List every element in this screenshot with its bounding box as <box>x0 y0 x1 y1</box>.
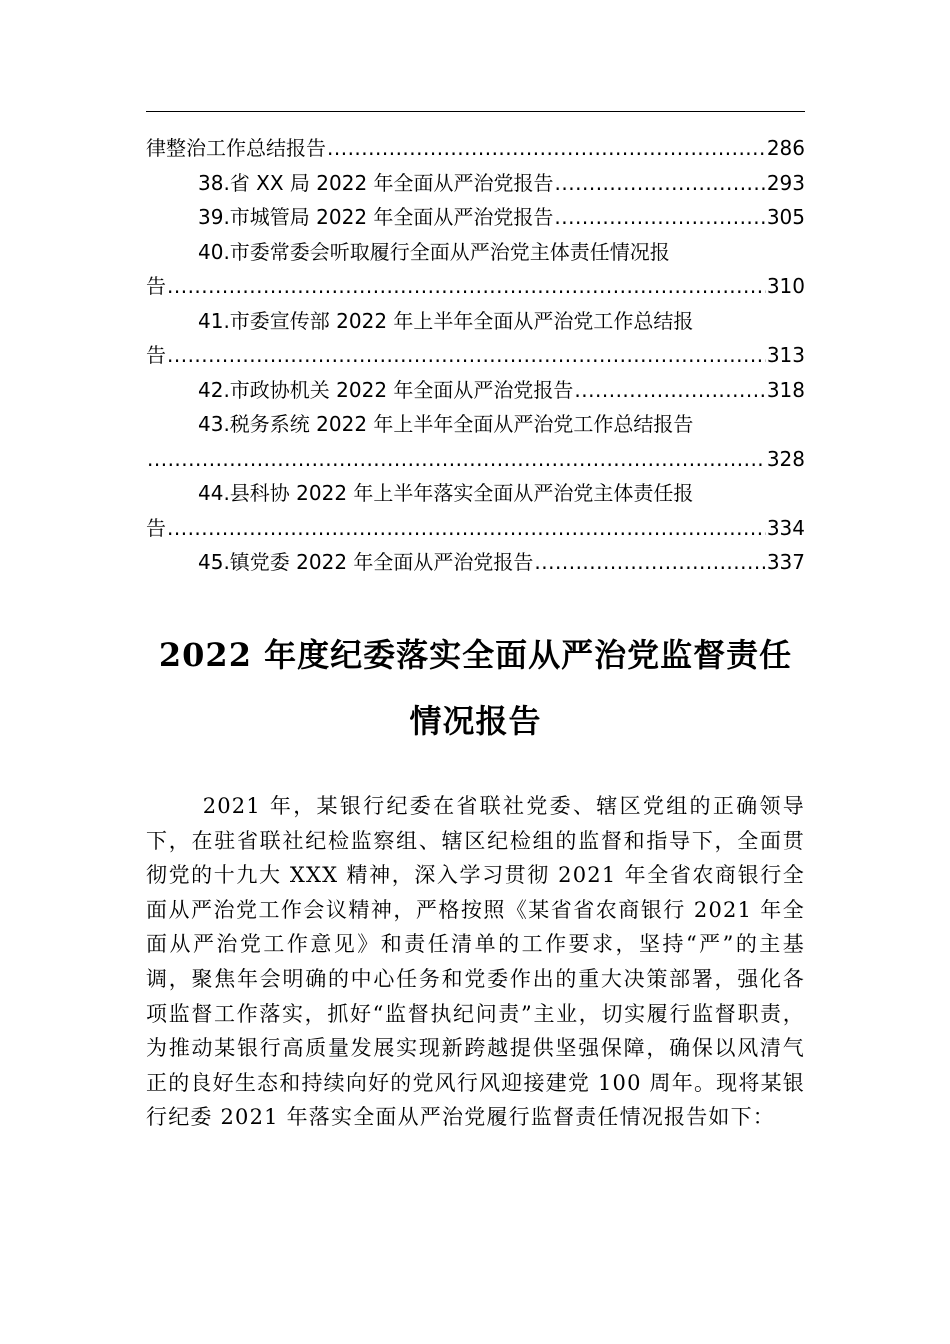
toc-entry-title: 律整治工作总结报告 <box>146 136 326 160</box>
toc-entry[interactable] <box>146 131 805 166</box>
toc-page-number: 334 <box>766 515 805 540</box>
body-paragraph: 2021 年，某银行纪委在省联社党委、辖区党组的正确领导下，在驻省联社纪检监察组、辖区纪检组的监督和指导下，全面贯彻党的十九大 XXX 精神，深入学习贯彻 2021 年全省农商银行全面从严治党工作会议精神，严格按照《某省省农商银行 2021 年全面从严治党工作意见》和责任清单的工作要求，坚持“严”的主基调，聚焦年会明确的中心任务和党委作出的重大决策部署，强化各项监督工作落实，抓好“监督执纪问责”主业，切实履行监督职责，为推动某银行高质量发展实现新跨越提供坚强保障，确保以风清气正的良好生态和持续向好的党风行风迎接建党 100 周年。现将某银行纪委 2021 年落实全面从严治党履行监督责任情况报告如下： <box>146 794 805 1130</box>
toc-entry-wrap[interactable] <box>146 407 805 442</box>
toc-leader-dots <box>327 131 766 166</box>
toc-entry[interactable] <box>146 338 805 373</box>
toc-leader-dots <box>555 166 766 201</box>
toc-entry[interactable] <box>146 511 805 546</box>
toc-entry[interactable] <box>146 200 805 235</box>
toc-entry-wrap[interactable] <box>146 235 805 270</box>
toc-leader-dots <box>574 373 765 408</box>
toc-entry-title-cont: 告 <box>146 515 166 540</box>
toc-page-number: 293 <box>766 170 805 195</box>
table-of-contents <box>146 131 805 580</box>
toc-entry-wrap[interactable] <box>146 304 805 339</box>
document-title-line-2: 情况报告 <box>409 702 542 740</box>
toc-entry-title: 38.省 XX 局 2022 年全面从严治党报告 <box>198 170 554 195</box>
toc-page-number: 337 <box>766 550 805 574</box>
toc-entry-title: 39.市城管局 2022 年全面从严治党报告 <box>198 205 554 229</box>
toc-page-number: 286 <box>766 136 805 160</box>
toc-page-number: 310 <box>766 274 805 298</box>
toc-entry[interactable] <box>146 373 805 408</box>
toc-entry-title-cont: 告 <box>146 274 166 298</box>
toc-entry[interactable] <box>146 166 805 201</box>
toc-leader-dots <box>167 511 766 546</box>
toc-entry-title: 41.市委宣传部 2022 年上半年全面从严治党工作总结报 <box>198 308 694 333</box>
header-rule <box>146 111 805 112</box>
toc-page-number: 313 <box>766 343 805 367</box>
toc-entry-title: 44.县科协 2022 年上半年落实全面从严治党主体责任报 <box>198 481 694 505</box>
toc-entry-title: 40.市委常委会听取履行全面从严治党主体责任情况报 <box>198 239 670 264</box>
toc-leader-dots <box>167 269 766 304</box>
toc-entry-title-cont: 告 <box>146 343 166 367</box>
document-title <box>146 622 805 754</box>
toc-entry[interactable] <box>146 545 805 580</box>
toc-page-number: 318 <box>766 377 805 402</box>
toc-leader-dots <box>167 338 766 373</box>
toc-entry-title: 42.市政协机关 2022 年全面从严治党报告 <box>198 377 574 402</box>
toc-entry-wrap[interactable] <box>146 476 805 511</box>
toc-entry-title: 45.镇党委 2022 年全面从严治党报告 <box>198 550 534 574</box>
toc-leader-dots <box>554 200 765 235</box>
toc-page-number: 305 <box>766 205 805 229</box>
toc-entry-title: 43.税务系统 2022 年上半年全面从严治党工作总结报告 <box>198 412 694 436</box>
toc-entry[interactable] <box>146 442 805 477</box>
document-title-line-1: 2022 年度纪委落实全面从严治党监督责任 <box>158 636 793 674</box>
toc-leader-dots <box>147 442 766 477</box>
toc-entry[interactable] <box>146 269 805 304</box>
toc-leader-dots <box>534 545 765 580</box>
toc-page-number: 328 <box>766 446 805 471</box>
